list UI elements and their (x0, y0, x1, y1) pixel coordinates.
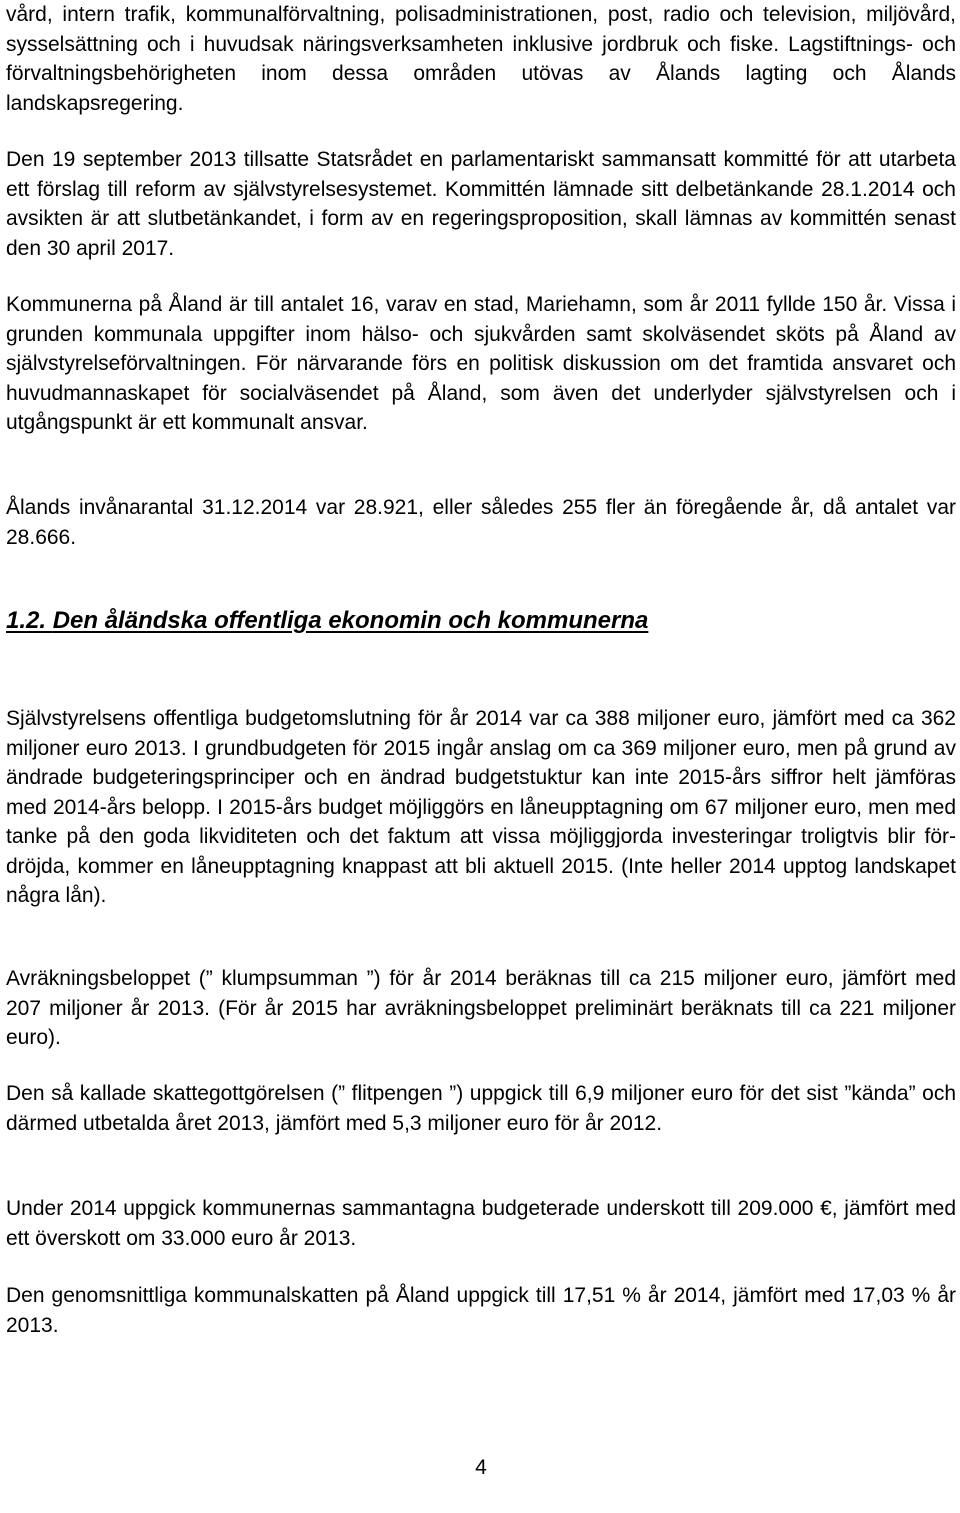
paragraph-budget: Självstyrelsens offentliga budgetomslutning för år 2014 var ca 388 miljoner euro, jämfört med ca 362 miljoner euro 2013. I grundbudgeten för 2015 ingår anslag om ca 369 miljoner euro, men på grund av ändrade budgeteringsprinciper och en ändrad budgetstuktur kan inte 2015-års siffror helt jämföras med 2014-års belopp. I 2015-års budget möjliggörs en låneupptagning om 67 miljoner euro, men med tanke på den goda likviditeten och det faktum att vissa möjliggjorda investeringar troligtvis blir fördröjda, kommer en låneupptagning knappast att bli aktuell 2015. (Inte heller 2014 upptog landskapet några lån). (6, 707, 956, 907)
paragraph-lump-sum: Avräkningsbeloppet (” klumpsumman ”) för år 2014 beräknas till ca 215 miljoner euro, jämfört med 207 miljoner år 2013. (För år 2015 har avräkningsbeloppet preliminärt beräknats till ca 221 miljoner euro). (6, 967, 956, 1049)
paragraph-municipal-deficit: Under 2014 uppgick kommunernas sammantagna budgeterade underskott till 209.000 €, jämfört med ett överskott om 33.000 euro år 2013. (6, 1197, 956, 1250)
paragraph-tax-compensation: Den så kallade skattegottgörelsen (” flitpengen ”) uppgick till 6,9 miljoner euro för det sist ”kända” och därmed utbetalda året 2013, jämfört med 5,3 miljoner euro för år 2012. (6, 1082, 956, 1135)
section-title: Den åländska offentliga ekonomin och kommunerna (52, 607, 649, 634)
section-number: 1.2. (6, 607, 47, 634)
paragraph-competence-areas: vård, intern trafik, kommunalförvaltning, polisadministrationen, post, radio och television, miljövård, sysselsättning och i huvudsak näringsverksamheten inklusive jordbruk och fiske. Lagstiftnings- och förvaltningsbehörigheten inom dessa områden utövas av Ålands lagting och Ålands landskapsregering. (6, 3, 956, 115)
page-number: 4 (475, 1456, 487, 1479)
paragraph-municipal-tax: Den genomsnittliga kommunalskatten på Åland uppgick till 17,51 % år 2014, jämfört med 17,03 % år 2013. (6, 1284, 956, 1337)
paragraph-municipalities: Kommunerna på Åland är till antalet 16, varav en stad, Mariehamn, som år 2011 fyllde 150 år. Vissa i grunden kommunala uppgifter inom hälso- och sjukvården samt skolväsendet sköts på Åland av självstyrelseförvaltningen. För närvarande förs en politisk diskussion om det framtida ansvaret och huvudmannaskapet för socialväsendet på Åland, som även det underlyder självstyrelsen och i utgångspunkt är ett kommunalt ansvar. (6, 293, 956, 434)
paragraph-population: Ålands invånarantal 31.12.2014 var 28.921, eller således 255 fler än föregående år, då antalet var 28.666. (6, 496, 956, 549)
paragraph-self-government-committee: Den 19 september 2013 tillsatte Statsrådet en parlamentariskt sammansatt kommitté för att utarbeta ett förslag till reform av självstyrelsesystemet. Kommittén lämnade sitt delbetänkande 28.1.2014 och avsikten är att slutbetänkandet, i form av en regeringsproposition, skall lämnas av kommittén senast den 30 april 2017. (6, 148, 956, 260)
section-heading (6, 606, 956, 636)
document-page (6, 0, 956, 1513)
